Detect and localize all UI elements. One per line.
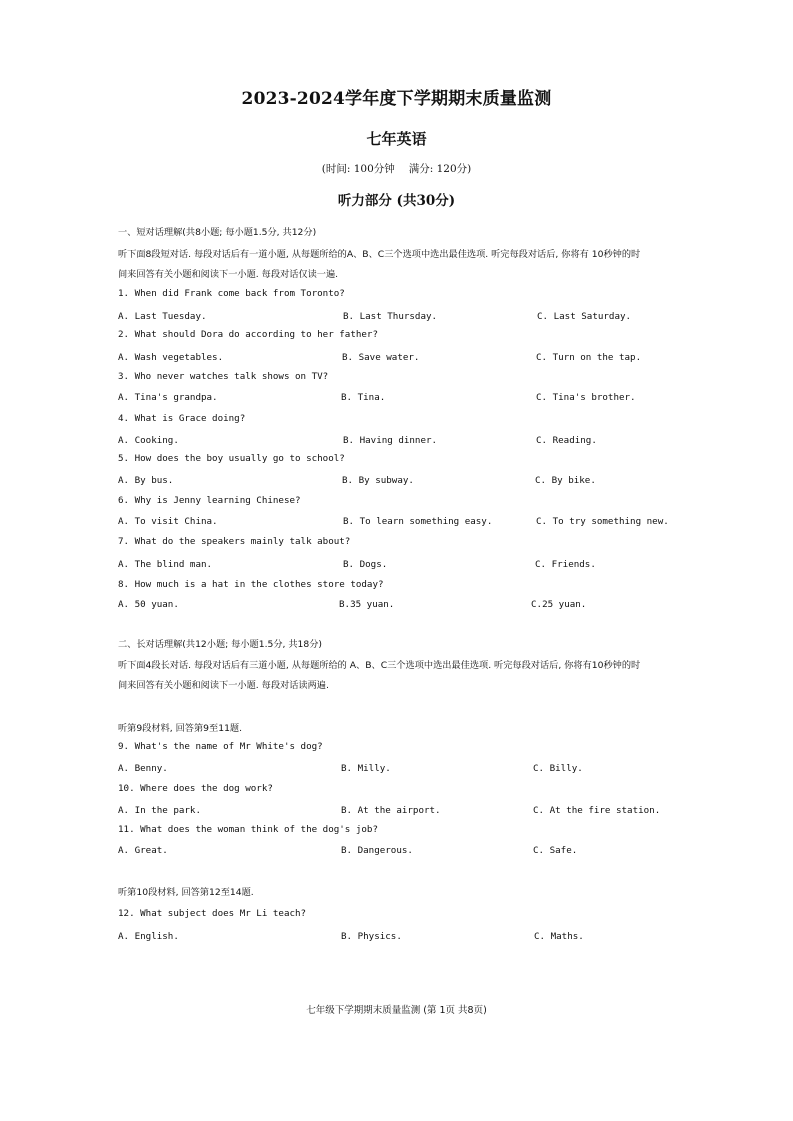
question-6: 6. Why is Jenny learning Chinese? bbox=[118, 495, 301, 506]
question-2: 2. What should Dora do according to her father? bbox=[118, 329, 378, 340]
q4-option-c: C. Reading. bbox=[536, 435, 597, 446]
q7-option-c: C. Friends. bbox=[535, 559, 596, 570]
section1-heading: 一、短对话理解(共8小题; 每小题1.5分, 共12分) bbox=[118, 227, 317, 238]
q9-option-a: A. Benny. bbox=[118, 763, 168, 774]
q1-option-b: B. Last Thursday. bbox=[343, 311, 438, 322]
q5-option-c: C. By bike. bbox=[535, 475, 596, 486]
question-7: 7. What do the speakers mainly talk about? bbox=[118, 536, 351, 547]
q11-option-b: B. Dangerous. bbox=[341, 845, 413, 856]
section2-instruction-line2: 间来回答有关小题和阅读下一小题. 每段对话读两遍. bbox=[118, 680, 329, 691]
q2-option-a: A. Wash vegetables. bbox=[118, 352, 224, 363]
question-8: 8. How much is a hat in the clothes store today? bbox=[118, 579, 384, 590]
page-footer: 七年级下学期期末质量监测 (第 1页 共8页) bbox=[306, 1005, 487, 1016]
q9-option-c: C. Billy. bbox=[533, 763, 583, 774]
section1-instruction-line2: 间来回答有关小题和阅读下一小题. 每段对话仅读一遍. bbox=[118, 269, 339, 280]
q2-option-c: C. Turn on the tap. bbox=[536, 352, 642, 363]
q9-option-b: B. Milly. bbox=[341, 763, 391, 774]
exam-score: 满分: 120分) bbox=[408, 163, 472, 175]
exam-subject: 七年英语 bbox=[366, 130, 427, 148]
q12-option-b: B. Physics. bbox=[341, 931, 402, 942]
q8-option-a: A. 50 yuan. bbox=[118, 599, 179, 610]
q7-option-b: B. Dogs. bbox=[343, 559, 388, 570]
q6-option-c: C. To try something new. bbox=[536, 516, 669, 527]
q4-option-b: B. Having dinner. bbox=[343, 435, 438, 446]
q8-option-c: C.25 yuan. bbox=[531, 599, 587, 610]
q4-option-a: A. Cooking. bbox=[118, 435, 179, 446]
question-3: 3. Who never watches talk shows on TV? bbox=[118, 371, 329, 382]
q5-option-b: B. By subway. bbox=[342, 475, 414, 486]
q1-option-c: C. Last Saturday. bbox=[537, 311, 632, 322]
question-5: 5. How does the boy usually go to school? bbox=[118, 453, 345, 464]
q11-option-a: A. Great. bbox=[118, 845, 168, 856]
q10-option-b: B. At the airport. bbox=[341, 805, 441, 816]
q3-option-b: B. Tina. bbox=[341, 392, 386, 403]
q1-option-a: A. Last Tuesday. bbox=[118, 311, 207, 322]
material-9-label: 听第9段材料, 回答第9至11题. bbox=[118, 723, 243, 734]
q8-option-b: B.35 yuan. bbox=[339, 599, 395, 610]
q12-option-a: A. English. bbox=[118, 931, 179, 942]
material-10-label: 听第10段材料, 回答第12至14题. bbox=[118, 887, 254, 898]
listening-part-title: 听力部分 (共30分) bbox=[337, 193, 456, 209]
exam-time-score bbox=[0, 161, 793, 176]
section2-heading: 二、长对话理解(共12小题; 每小题1.5分, 共18分) bbox=[118, 639, 323, 650]
q5-option-a: A. By bus. bbox=[118, 475, 174, 486]
exam-title: 2023-2024学年度下学期期末质量监测 bbox=[241, 89, 552, 109]
q10-option-a: A. In the park. bbox=[118, 805, 201, 816]
q10-option-c: C. At the fire station. bbox=[533, 805, 661, 816]
question-10: 10. Where does the dog work? bbox=[118, 783, 273, 794]
q12-option-c: C. Maths. bbox=[534, 931, 584, 942]
question-4: 4. What is Grace doing? bbox=[118, 413, 246, 424]
q7-option-a: A. The blind man. bbox=[118, 559, 213, 570]
question-1: 1. When did Frank come back from Toronto? bbox=[118, 288, 345, 299]
q3-option-c: C. Tina's brother. bbox=[536, 392, 636, 403]
section1-instruction-line1: 听下面8段短对话. 每段对话后有一道小题, 从每题所给的A、B、C三个选项中选出最佳选项. 听完每段对话后, 你将有 10秒钟的时 bbox=[118, 249, 641, 260]
question-12: 12. What subject does Mr Li teach? bbox=[118, 908, 307, 919]
q6-option-b: B. To learn something easy. bbox=[343, 516, 493, 527]
exam-time: (时间: 100分钟 bbox=[321, 163, 395, 175]
q6-option-a: A. To visit China. bbox=[118, 516, 218, 527]
question-9: 9. What's the name of Mr White's dog? bbox=[118, 741, 323, 752]
section2-instruction-line1: 听下面4段长对话. 每段对话后有三道小题, 从每题所给的 A、B、C三个选项中选出最佳选项. 听完每段对话后, 你将有10秒钟的时 bbox=[118, 660, 641, 671]
q3-option-a: A. Tina's grandpa. bbox=[118, 392, 218, 403]
question-11: 11. What does the woman think of the dog's job? bbox=[118, 824, 378, 835]
q11-option-c: C. Safe. bbox=[533, 845, 578, 856]
q2-option-b: B. Save water. bbox=[342, 352, 420, 363]
